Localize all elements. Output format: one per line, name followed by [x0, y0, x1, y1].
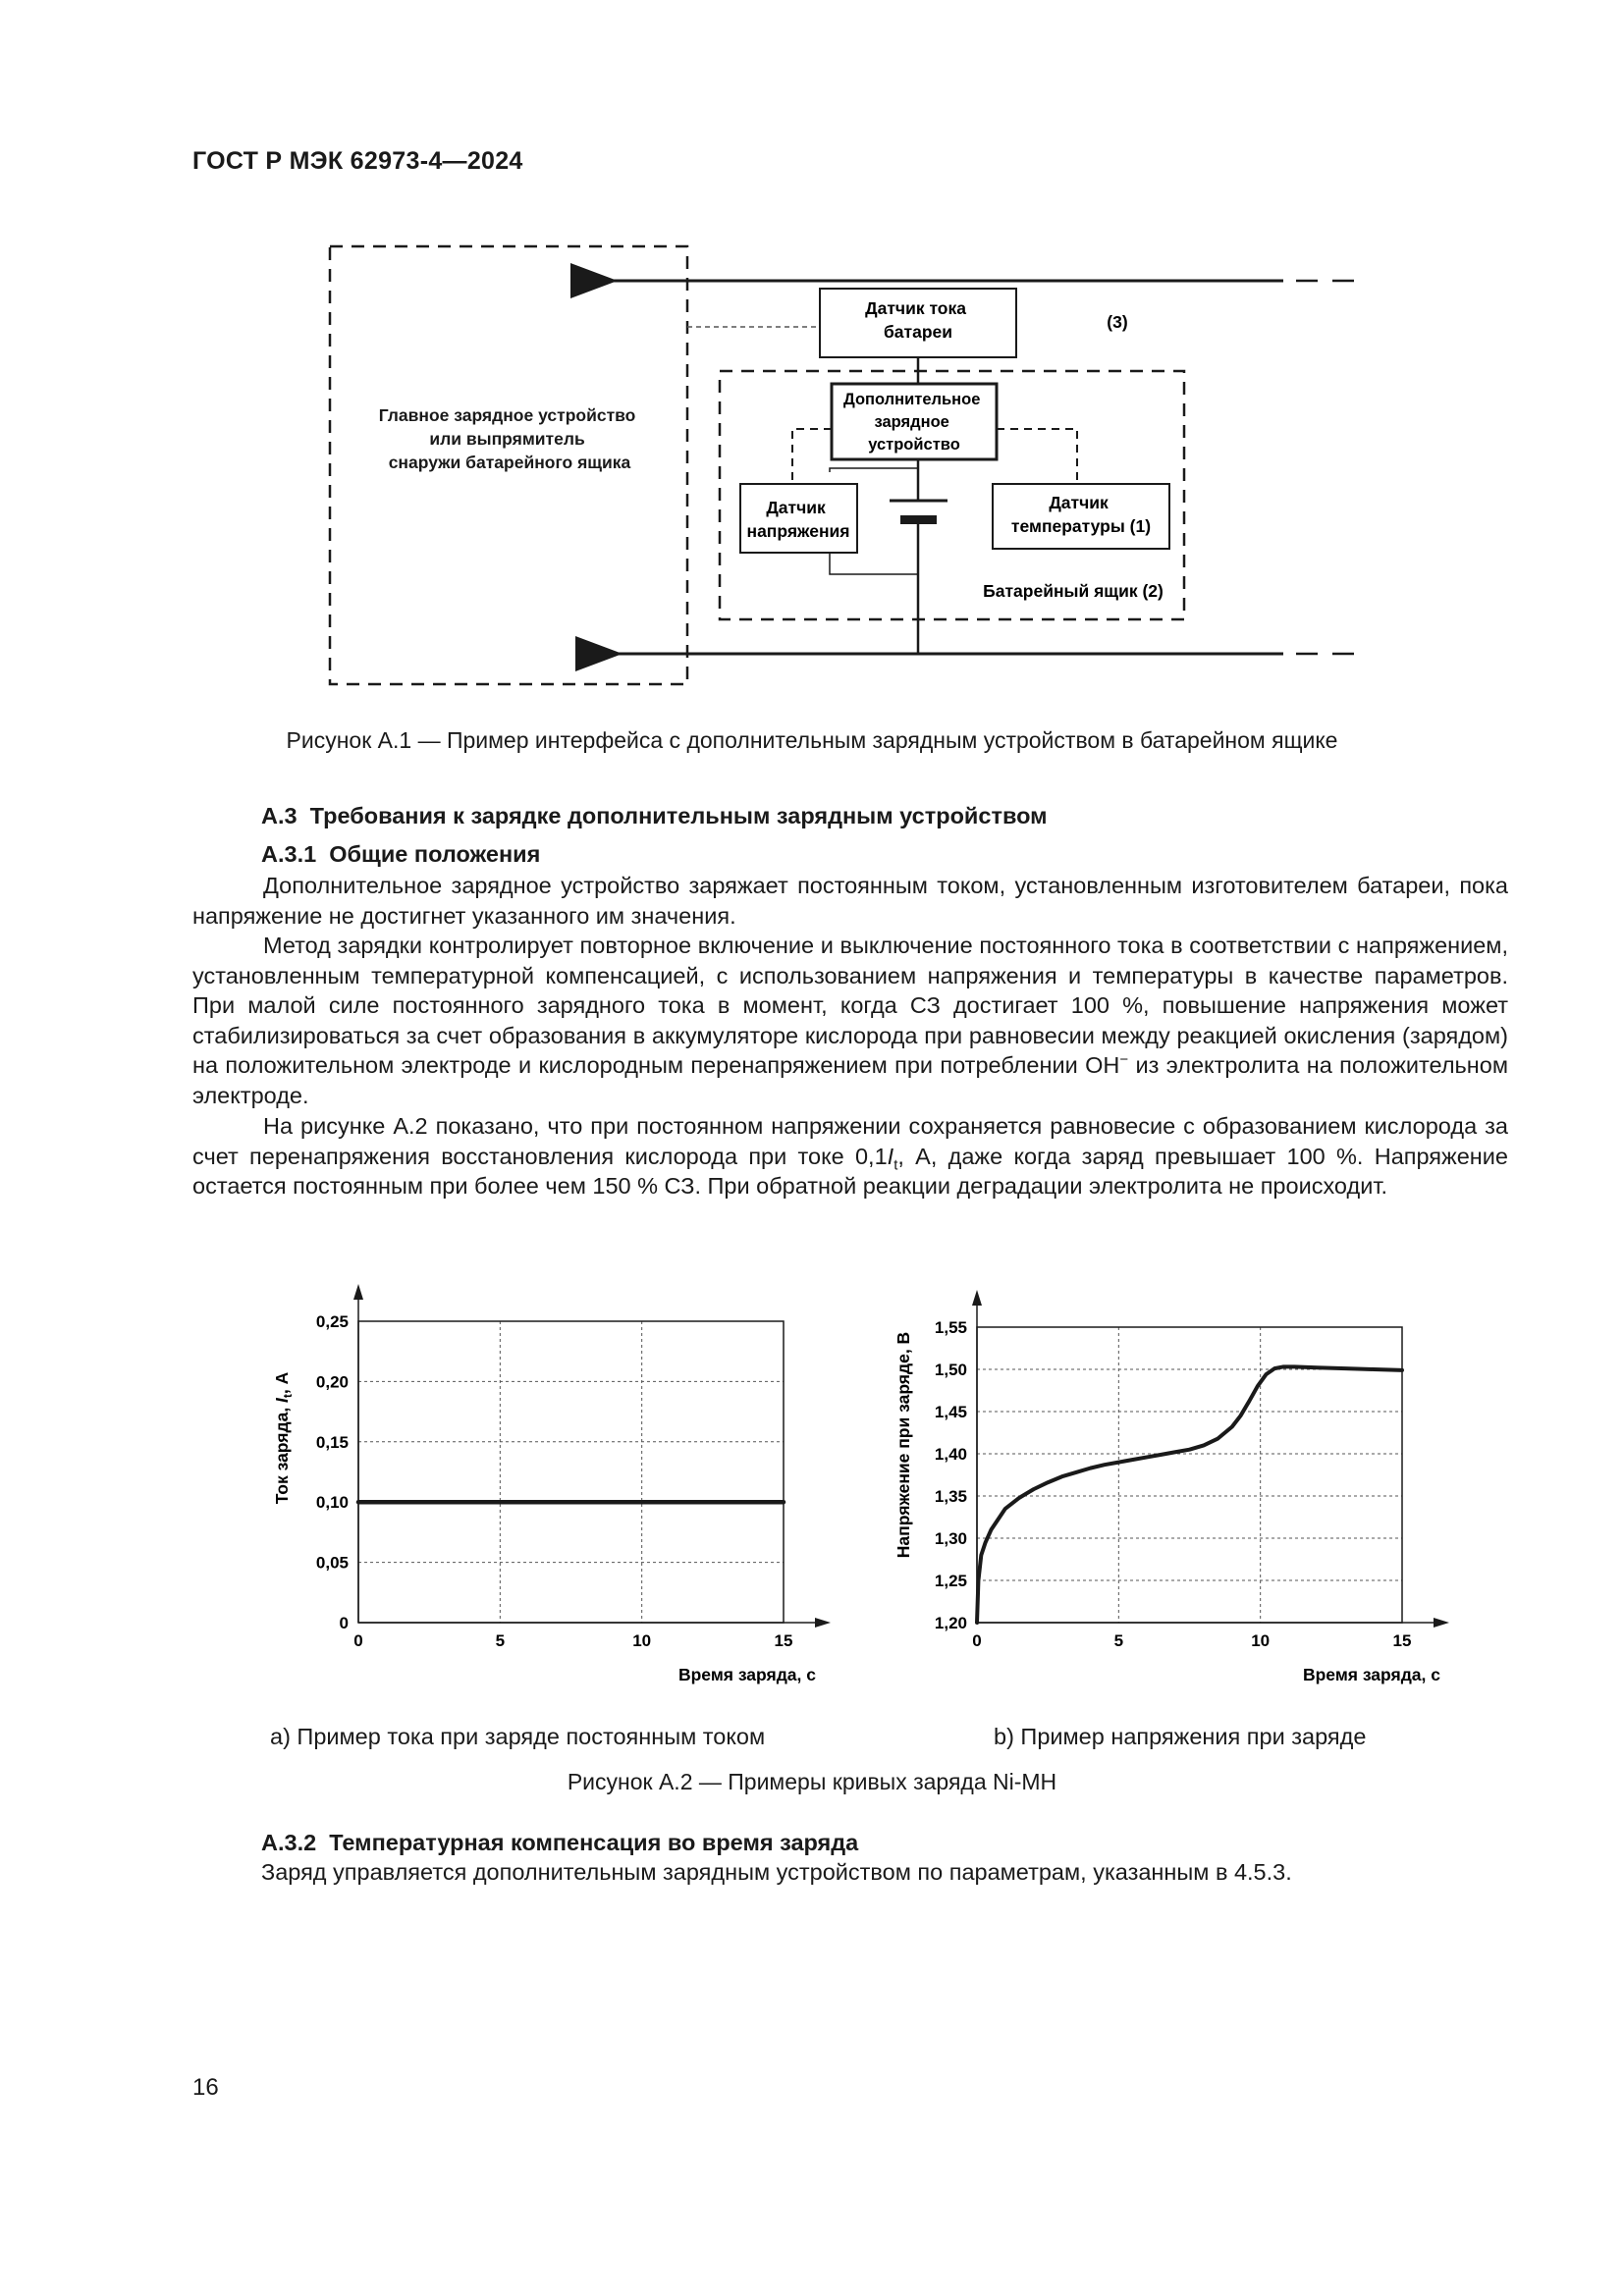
chart-current-ytick-label: 0,15 [315, 1432, 349, 1452]
section-a32-number: А.3.2 [261, 1830, 317, 1855]
section-a32-title: Температурная компенсация во время заряда [329, 1830, 859, 1855]
section-a31-title: Общие положения [329, 841, 541, 867]
chart-voltage-ytick-label: 1,50 [934, 1361, 967, 1379]
chart-current-plot [316, 1284, 831, 1650]
page-number: 16 [192, 2074, 219, 2101]
section-a32-heading [261, 1830, 858, 1856]
battery-box-label: Батарейный ящик (2) [983, 581, 1164, 601]
chart-current-xlabel: Время заряда, с [677, 1665, 817, 1684]
chart-current-xtick-label: 10 [632, 1631, 652, 1650]
chart-voltage-x-axis-arrow [1434, 1618, 1449, 1628]
section-a3-heading [261, 803, 1048, 829]
main-charger-label: Главное зарядное устройство или выпрямитель снаружи батарейного ящика [378, 405, 636, 472]
voltage-sensor-box [740, 484, 857, 553]
figure-a1-diagram [0, 0, 1624, 707]
chart-voltage-xtick-label: 10 [1251, 1631, 1271, 1650]
chart-current-ylabel: Ток заряда, $I_t$, А [272, 1371, 295, 1505]
chart-voltage-plot [935, 1290, 1449, 1650]
chart-voltage-ytick-label: 1,55 [934, 1318, 967, 1337]
chart-voltage-ytick-label: 1,30 [934, 1529, 967, 1548]
paragraph-1: Дополнительное зарядное устройство заряжает постоянным током, установленным изготовителем батареи, пока напряжение не достигнет указанного им значения. [192, 873, 1508, 929]
chart-voltage-series-line [977, 1366, 1402, 1623]
document-header: ГОСТ Р МЭК 62973-4—2024 [192, 147, 523, 175]
figure-a2-subcaption-a: a) Пример тока при заряде постоянным током [270, 1724, 766, 1749]
section-a3-number: А.3 [261, 803, 298, 828]
chart-current-y-axis-arrow [353, 1284, 363, 1300]
chart-current-ytick-label: 0,20 [315, 1372, 349, 1392]
figure-a1-caption: Рисунок А.1 — Пример интерфейса с дополнительным зарядным устройством в батарейном ящике [286, 727, 1338, 753]
chart-voltage-xtick-label: 0 [972, 1631, 982, 1650]
chart-voltage-ytick-label: 1,35 [934, 1487, 967, 1506]
chart-current-ytick-label: 0,25 [315, 1312, 349, 1331]
chart-current-x-axis-arrow [815, 1618, 831, 1628]
paragraph-2: Метод зарядки контролирует повторное включение и выключение постоянного тока в соответствии с напряжением, установленным температурной компенсацией, с использованием напряжения и температуры в качестве параметров. При малой силе постоянного зарядного тока в момент, когда СЗ достигает 100 %, повышение напряжения может стабилизироваться за счет образования в аккумуляторе кислорода при равновесии между реакцией окисления (зарядом) на положительном электроде и кислородным перенапряжением при потреблении ОН− из электролита на положительном электроде. [192, 933, 1508, 1108]
chart-voltage-xtick-label: 15 [1392, 1631, 1412, 1650]
chart-current [255, 1266, 844, 1698]
voltage-sensor-label: Датчик напряжения [746, 498, 850, 541]
current-sensor-label: Датчик тока батареи [865, 298, 966, 342]
chart-voltage-ytick-label: 1,40 [934, 1445, 967, 1464]
chart-current-ytick-label: 0,05 [315, 1553, 349, 1573]
temp-sensor-label: Датчик температуры (1) [1010, 493, 1152, 536]
section-a31-number: А.3.1 [261, 841, 317, 867]
chart-current-ytick-label: 0,10 [315, 1493, 349, 1513]
chart-current-xtick-label: 5 [495, 1631, 506, 1650]
chart-voltage-xlabel: Время заряда, с [1302, 1665, 1441, 1684]
chart-voltage-ytick-label: 1,45 [934, 1403, 967, 1421]
figure-a2-subcaption-b: b) Пример напряжения при заряде [994, 1724, 1367, 1749]
label-3: (3) [1107, 312, 1128, 332]
chart-voltage-ytick-label: 1,25 [934, 1572, 967, 1590]
section-a3-title: Требования к зарядке дополнительным зарядным устройством [309, 803, 1048, 828]
section-a32-paragraph: Заряд управляется дополнительным зарядным устройством по параметрам, указанным в 4.5.3. [261, 1859, 1292, 1885]
chart-current-frame [358, 1321, 784, 1623]
section-a31-heading [261, 841, 540, 868]
chart-voltage-ylabel: Напряжение при заряде, В [893, 1331, 913, 1559]
chart-voltage-frame [977, 1327, 1402, 1623]
chart-voltage-y-axis-arrow [972, 1290, 982, 1306]
chart-current-ytick-label: 0 [339, 1614, 349, 1632]
chart-current-xtick-label: 0 [353, 1631, 363, 1650]
chart-voltage [874, 1266, 1473, 1698]
figure-a2-caption: Рисунок А.2 — Примеры кривых заряда Ni-MH [567, 1769, 1057, 1794]
chart-voltage-xtick-label: 5 [1113, 1631, 1124, 1650]
paragraph-3: На рисунке А.2 показано, что при постоянном напряжении сохраняется равновесие с образованием кислорода за счет перенапряжения восстановления кислорода при токе $0,1I_t$, А, даже когда заряд превышает 100 %. Напряжение остается постоянным при более чем 150 % СЗ. При обратной реакции деградации электролита не происходит. [192, 1113, 1508, 1199]
chart-current-xtick-label: 15 [774, 1631, 793, 1650]
chart-voltage-ytick-label: 1,20 [934, 1614, 967, 1632]
aux-charger-label: Дополнительное зарядное устройство [843, 391, 981, 454]
